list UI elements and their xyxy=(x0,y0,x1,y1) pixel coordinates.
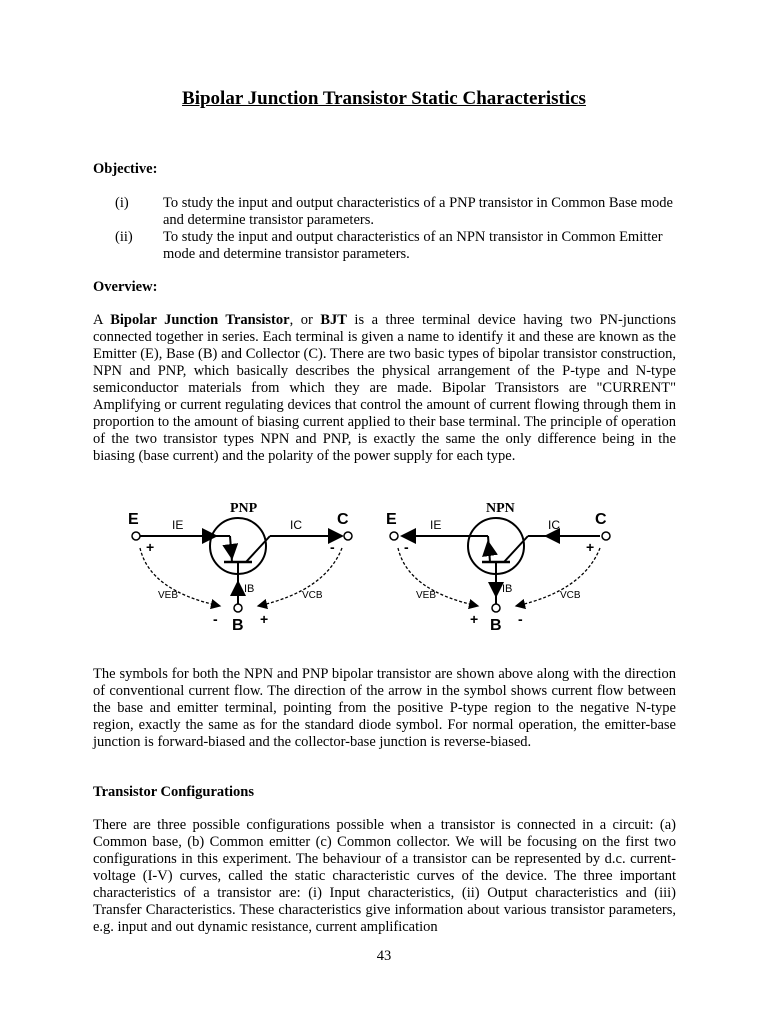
pnp-collector-sign: - xyxy=(330,539,335,555)
npn-ib-label: IB xyxy=(502,583,513,595)
npn-emitter-arrow xyxy=(488,542,490,556)
configurations-heading: Transistor Configurations xyxy=(93,784,254,800)
objective-item-text: To study the input and output characteristics of a PNP transistor in Common Base mode and determine transistor parameters. xyxy=(163,195,673,228)
npn-collector-sign: + xyxy=(586,539,595,555)
pnp-vcb-label: VCB xyxy=(302,590,323,601)
page-title: Bipolar Junction Transistor Static Characteristics xyxy=(182,88,586,109)
overview-paragraph xyxy=(93,312,676,465)
npn-collector-label: C xyxy=(595,511,607,528)
npn-vcb-curve xyxy=(516,548,600,606)
npn-veb-label: VEB xyxy=(416,590,437,601)
page-number: 43 xyxy=(376,948,392,964)
text-run: A xyxy=(93,312,111,328)
npn-emitter-sign: - xyxy=(404,539,409,555)
text-run: , or xyxy=(289,312,321,328)
pnp-base-label: B xyxy=(232,617,244,634)
pnp-emitter-terminal xyxy=(132,532,140,540)
pnp-collector-label: C xyxy=(337,511,349,528)
pnp-veb-curve xyxy=(140,548,220,606)
npn-collector-terminal xyxy=(602,532,610,540)
npn-ic-label: IC xyxy=(548,518,560,532)
npn-base-right-sign: - xyxy=(518,611,523,627)
bjt-term: Bipolar Junction Transistor xyxy=(110,312,290,328)
pnp-emitter-label: E xyxy=(128,511,139,528)
pnp-emitter-sign: + xyxy=(146,539,155,555)
npn-base-terminal xyxy=(492,604,500,612)
objective-heading: Objective: xyxy=(93,161,158,177)
npn-emitter-label: E xyxy=(386,511,397,528)
npn-symbol xyxy=(386,501,610,634)
pnp-symbol xyxy=(128,501,352,634)
pnp-label: PNP xyxy=(230,501,258,516)
npn-base-label: B xyxy=(490,617,502,634)
symbols-paragraph: The symbols for both the NPN and PNP bipolar transistor are shown above along with the direction of conventional current flow. The direction of the arrow in the symbol shows current flow between the base and emitter terminal, pointing from the positive P-type region to the negative N-type region, exactly the same as for the standard diode symbol. For normal operation, the emitter-base junction is forward-biased and the collector-base junction is reverse-biased. xyxy=(93,666,676,750)
overview-heading: Overview: xyxy=(93,279,158,295)
objective-item-text: To study the input and output characteristics of an NPN transistor in Common Emitter mode and determine transistor parameters. xyxy=(163,229,663,262)
pnp-ie-label: IE xyxy=(172,518,184,532)
npn-ie-label: IE xyxy=(430,518,442,532)
pnp-ib-label: IB xyxy=(244,583,255,595)
pnp-base-left-sign: - xyxy=(213,611,218,627)
pnp-emitter-arrow xyxy=(231,550,232,558)
npn-vcb-label: VCB xyxy=(560,590,581,601)
objective-item-number: (i) xyxy=(115,195,129,211)
npn-label: NPN xyxy=(486,501,515,516)
transistor-symbols-figure xyxy=(120,496,620,636)
pnp-veb-label: VEB xyxy=(158,590,179,601)
transistor-diagram xyxy=(120,496,620,636)
npn-veb-curve xyxy=(398,548,478,606)
pnp-collector-terminal xyxy=(344,532,352,540)
pnp-vcb-curve xyxy=(258,548,342,606)
pnp-base-right-sign: + xyxy=(260,611,269,627)
pnp-base-terminal xyxy=(234,604,242,612)
npn-base-left-sign: + xyxy=(470,611,479,627)
configurations-paragraph: There are three possible configurations possible when a transistor is connected in a circuit: (a) Common base, (b) Common emitter (c) Common collector. We will be focusing on the first two configurations in this experiment. The behaviour of a transistor can be represented by d.c. current-voltage (I-V) curves, called the static characteristic curves of the device. The three important characteristics of a transistor are: (i) Input characteristics, (ii) Output characteristics and (iii) Transfer Characteristics. These characteristics give information about various transistor parameters, e.g. input and out dynamic resistance, current amplification xyxy=(93,817,676,935)
pnp-ic-label: IC xyxy=(290,518,302,532)
npn-emitter-terminal xyxy=(390,532,398,540)
bjt-abbreviation: BJT xyxy=(320,312,347,328)
text-run: is a three terminal device having two PN-junctions connected together in series. Each terminal is given a name to identify it and these are known as the Emitter (E), Base (B) and Collector (C). There are two basic types of bipolar transistor construction, NPN and PNP, which basically describes the physical arrangement of the P-type and N-type semiconductor materials from which they are made. Bipolar Transistors are "CURRENT" Amplifying or current regulating devices that control the amount of current flowing through them in proportion to the amount of biasing current applied to their base terminal. The principle of operation of the two transistor types NPN and PNP, is exactly the same the only difference being in the biasing (base current) and the polarity of the power supply for each type. xyxy=(93,312,676,464)
objective-item-number: (ii) xyxy=(115,229,133,245)
